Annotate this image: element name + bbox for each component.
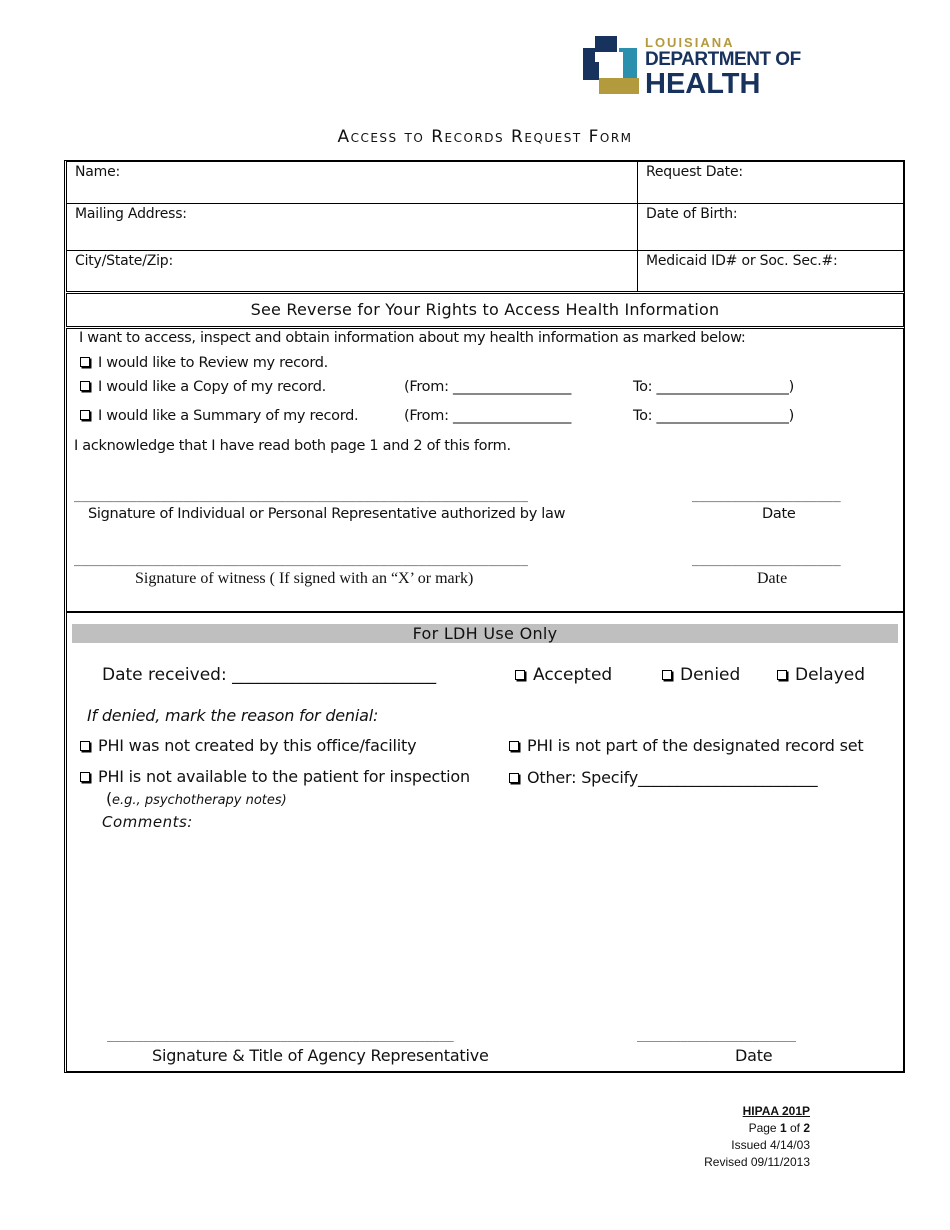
copy-checkbox[interactable] [80,381,90,391]
delayed-option[interactable] [777,665,865,685]
reason-not-part[interactable] [509,736,863,755]
city-state-zip-field[interactable] [67,251,637,291]
patient-info-table [66,161,904,292]
acknowledgement-text: I acknowledge that I have read both page 1 and 2 of this form. [74,438,511,454]
denied-checkbox[interactable] [662,670,672,680]
date-received-field[interactable]: Date received: ________________________ [102,665,437,685]
reason-other[interactable] [509,768,817,787]
witness-signature-line[interactable]: __________________________________________________________ [74,552,528,567]
rights-notice: See Reverse for Your Rights to Access Health Information [66,293,904,327]
summary-from-field[interactable]: (From: _________________ [404,408,572,424]
cross-logo-icon [583,36,639,94]
copy-from-field[interactable]: (From: _________________ [404,379,572,395]
ldh-logo [583,36,813,98]
witness-date-line[interactable]: ___________________ [692,552,841,567]
option-copy-label: I would like a Copy of my record. [98,379,326,395]
example-paren: ( [106,789,113,808]
page-of: of [786,1121,804,1135]
name-label: Name: [75,164,121,180]
mailing-address-field[interactable] [67,204,637,250]
name-field[interactable] [67,162,637,203]
page-current: 1 [779,1121,787,1135]
request-date-field[interactable] [638,162,903,203]
page-title: Access to Records Request Form [337,127,633,147]
page-number [704,1120,810,1137]
option-copy[interactable] [80,379,326,395]
reason-not-available-label: PHI is not available to the patient for inspection [98,767,470,786]
denied-label: Denied [680,665,741,685]
witness-date-label: Date [757,570,788,587]
form-footer [704,1103,810,1171]
issued-date: Issued 4/14/03 [731,1138,810,1152]
reason-not-created[interactable] [80,736,416,755]
denied-option[interactable] [662,665,740,685]
summary-checkbox[interactable] [80,410,90,420]
reason-not-part-label: PHI is not part of the designated record set [527,736,864,755]
request-intro: I want to access, inspect and obtain information about my health information as marked below: [79,330,746,346]
medicaid-id-label: Medicaid ID# or Soc. Sec.#: [646,253,838,269]
option-review[interactable] [80,355,328,371]
individual-signature-label: Signature of Individual or Personal Representative authorized by law [88,506,566,522]
logo-wordmark [645,36,801,98]
copy-to-field[interactable]: To: ___________________) [633,379,794,395]
medicaid-id-field[interactable] [638,251,903,291]
accepted-label: Accepted [533,665,613,685]
other-checkbox[interactable] [509,773,519,783]
individual-signature-line[interactable]: __________________________________________________________ [74,488,528,503]
example-note [106,789,287,809]
date-of-birth-field[interactable] [638,204,903,250]
delayed-label: Delayed [795,665,866,685]
agent-signature-label: Signature & Title of Agency Representative [152,1046,489,1065]
accepted-checkbox[interactable] [515,670,525,680]
logo-line-health: HEALTH [645,68,761,100]
form-code: HIPAA 201P [742,1104,810,1118]
not-created-checkbox[interactable] [80,741,90,751]
revised-date: Revised 09/11/2013 [704,1155,810,1169]
summary-to-field[interactable]: To: ___________________) [633,408,794,424]
reason-other-label: Other: Specify_______________________ [527,768,818,787]
accepted-option[interactable] [515,665,612,685]
reason-not-available[interactable] [80,767,470,786]
reason-not-created-label: PHI was not created by this office/facility [98,736,417,755]
option-summary[interactable] [80,408,358,424]
ldh-heading: For LDH Use Only [72,624,898,643]
not-available-checkbox[interactable] [80,772,90,782]
not-part-checkbox[interactable] [509,741,519,751]
mailing-address-label: Mailing Address: [75,206,187,222]
logo-line-department: DEPARTMENT OF [645,49,801,70]
individual-date-label: Date [762,506,796,522]
witness-signature-label: Signature of witness ( If signed with an “X’ or mark) [135,570,474,587]
option-review-label: I would like to Review my record. [98,355,328,371]
option-summary-label: I would like a Summary of my record. [98,408,359,424]
denial-prompt: If denied, mark the reason for denial: [87,706,379,725]
agent-date-line[interactable]: ______________________ [637,1028,796,1042]
date-of-birth-label: Date of Birth: [646,206,738,222]
page-total: 2 [803,1121,810,1135]
agent-signature-line[interactable]: ________________________________________________ [107,1028,454,1042]
agent-date-label: Date [735,1046,773,1065]
page-prefix: Page [748,1121,780,1135]
delayed-checkbox[interactable] [777,670,787,680]
review-checkbox[interactable] [80,357,90,367]
individual-date-line[interactable]: ___________________ [692,488,841,503]
example-text: e.g., psychotherapy notes) [112,793,287,808]
city-state-zip-label: City/State/Zip: [75,253,174,269]
logo-line-louisiana: LOUISIANA [645,35,735,50]
comments-area[interactable] [100,838,890,1023]
request-date-label: Request Date: [646,164,743,180]
comments-label: Comments: [102,813,193,831]
